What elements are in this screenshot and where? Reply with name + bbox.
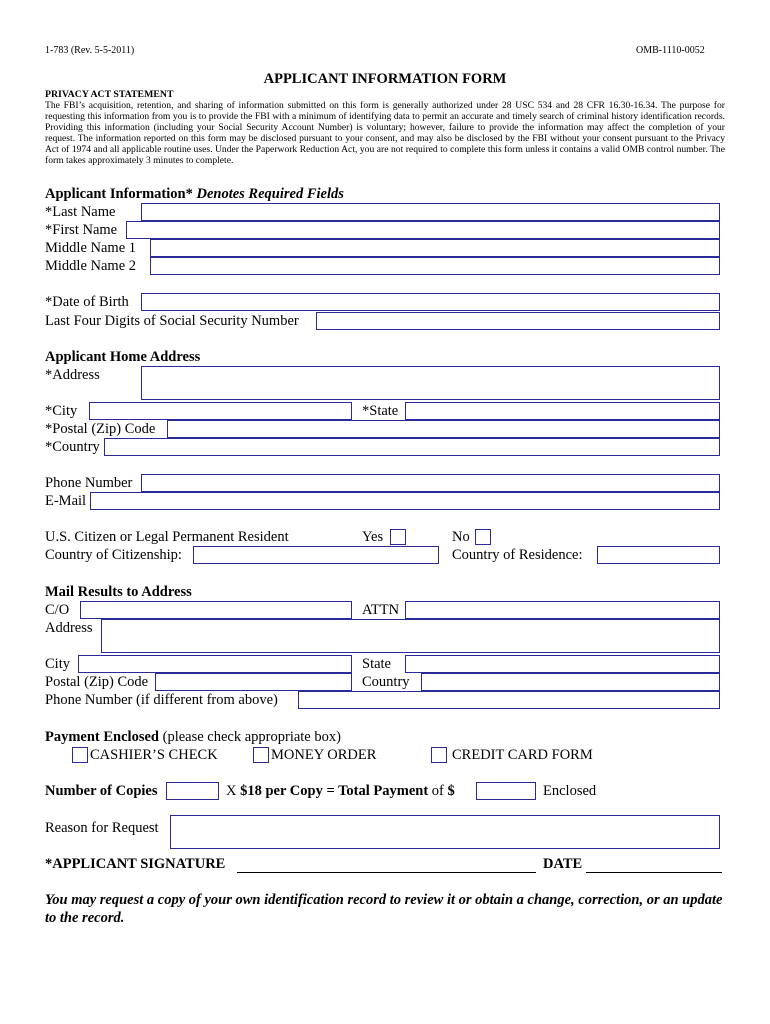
address-label: *Address [45,367,100,383]
signature-line[interactable] [237,872,536,873]
mail-phone-label: Phone Number (if different from above) [45,692,278,708]
country-residence-label: Country of Residence: [452,547,583,563]
no-label: No [452,529,470,545]
middle-name-2-label: Middle Name 2 [45,258,137,274]
state-label: *State [362,403,399,419]
middle-name-1-label: Middle Name 1 [45,240,137,256]
reason-label: Reason for Request [45,820,159,836]
email-field[interactable] [90,492,720,510]
mail-country-label: Country [362,674,410,690]
cashiers-check-label: CASHIER’S CHECK [90,747,218,763]
dob-field[interactable] [141,293,720,311]
footer-note: You may request a copy of your own identification record to review it or obtain a change, correction, or an update to the record. [45,892,723,926]
email-label: E-Mail [45,493,87,509]
mail-phone-field[interactable] [298,691,720,709]
middle-name-1-field[interactable] [150,239,720,257]
price-of: of [428,783,448,799]
form-number: 1-783 (Rev. 5-5-2011) [45,45,135,56]
ssn-label: Last Four Digits of Social Security Number [45,313,299,329]
applicant-heading-text: Applicant Information* [45,186,193,202]
city-field[interactable] [89,402,352,420]
credit-card-label: CREDIT CARD FORM [452,747,593,763]
mail-city-field[interactable] [78,655,352,673]
phone-label: Phone Number [45,475,133,491]
cashiers-check-checkbox[interactable] [72,747,88,763]
date-label: DATE [543,856,583,872]
country-residence-field[interactable] [597,546,720,564]
credit-card-checkbox[interactable] [431,747,447,763]
no-checkbox[interactable] [475,529,491,545]
money-order-checkbox[interactable] [253,747,269,763]
mail-state-field[interactable] [405,655,720,673]
co-field[interactable] [80,601,352,619]
date-line[interactable] [586,872,722,873]
address-field[interactable] [141,366,720,400]
payment-note: (please check appropriate box) [158,729,341,745]
page-title: APPLICANT INFORMATION FORM [263,71,507,87]
zip-label: *Postal (Zip) Code [45,421,156,437]
privacy-text: The FBI’s acquisition, retention, and sharing of information submitted on this form is generally authorized under 28 USC 534 and 28 CFR 16.30-16.34. The purpose for requesting this information from you is to provide the FBI with a minimum of identifying data to permit an accurate and timely search of criminal history identification records. Providing this information (including your Social Security Account Number) is voluntary; however, failure to provide the information may affect the completion of your request. The information reported on this form may be disclosed pursuant to your consent, and may also be disclosed by the FBI without your consent pursuant to the Privacy Act of 1974 and all applicable routine uses. Under the Paperwork Reduction Act, you are not required to complete this form unless it contains a valid OMB control number. The form takes approximately 3 minutes to complete. [45,100,725,166]
ssn-field[interactable] [316,312,720,330]
payment-heading-text: Payment Enclosed [45,729,159,745]
phone-field[interactable] [141,474,720,492]
first-name-label: *First Name [45,222,118,238]
city-label: *City [45,403,78,419]
omb-number: OMB-1110-0052 [636,45,705,56]
mail-state-label: State [362,656,391,672]
first-name-field[interactable] [126,221,720,239]
enclosed-label: Enclosed [543,783,597,799]
yes-label: Yes [362,529,384,545]
middle-name-2-field[interactable] [150,257,720,275]
mail-address-field[interactable] [101,619,720,653]
attn-field[interactable] [405,601,720,619]
mail-zip-field[interactable] [155,673,352,691]
country-citizenship-field[interactable] [193,546,439,564]
copies-field[interactable] [166,782,219,800]
signature-label: *APPLICANT SIGNATURE [45,856,226,872]
money-order-label: MONEY ORDER [271,747,377,763]
country-citizenship-label: Country of Citizenship: [45,547,182,563]
reason-field[interactable] [170,815,720,849]
total-payment-field[interactable] [476,782,536,800]
mail-results-heading: Mail Results to Address [45,584,192,600]
payment-heading [45,729,341,746]
zip-field[interactable] [167,420,720,438]
applicant-heading [45,186,344,203]
co-label: C/O [45,602,70,618]
country-field[interactable] [104,438,720,456]
privacy-heading: PRIVACY ACT STATEMENT [45,89,174,100]
last-name-label: *Last Name [45,204,116,220]
dob-label: *Date of Birth [45,294,129,310]
state-field[interactable] [405,402,720,420]
price-prefix: X [226,783,241,799]
dollar-sign: $ [447,783,455,799]
attn-label: ATTN [362,602,400,618]
mail-country-field[interactable] [421,673,720,691]
yes-checkbox[interactable] [390,529,406,545]
last-name-field[interactable] [141,203,720,221]
mail-city-label: City [45,656,70,672]
price-line [226,783,455,800]
mail-zip-label: Postal (Zip) Code [45,674,149,690]
country-label: *Country [45,439,100,455]
copies-label: Number of Copies [45,783,158,799]
required-note: Denotes Required Fields [192,186,344,202]
mail-address-label: Address [45,620,93,636]
citizen-question: U.S. Citizen or Legal Permanent Resident [45,529,289,545]
price-text: $18 per Copy = Total Payment [240,783,429,799]
home-address-heading: Applicant Home Address [45,349,201,365]
